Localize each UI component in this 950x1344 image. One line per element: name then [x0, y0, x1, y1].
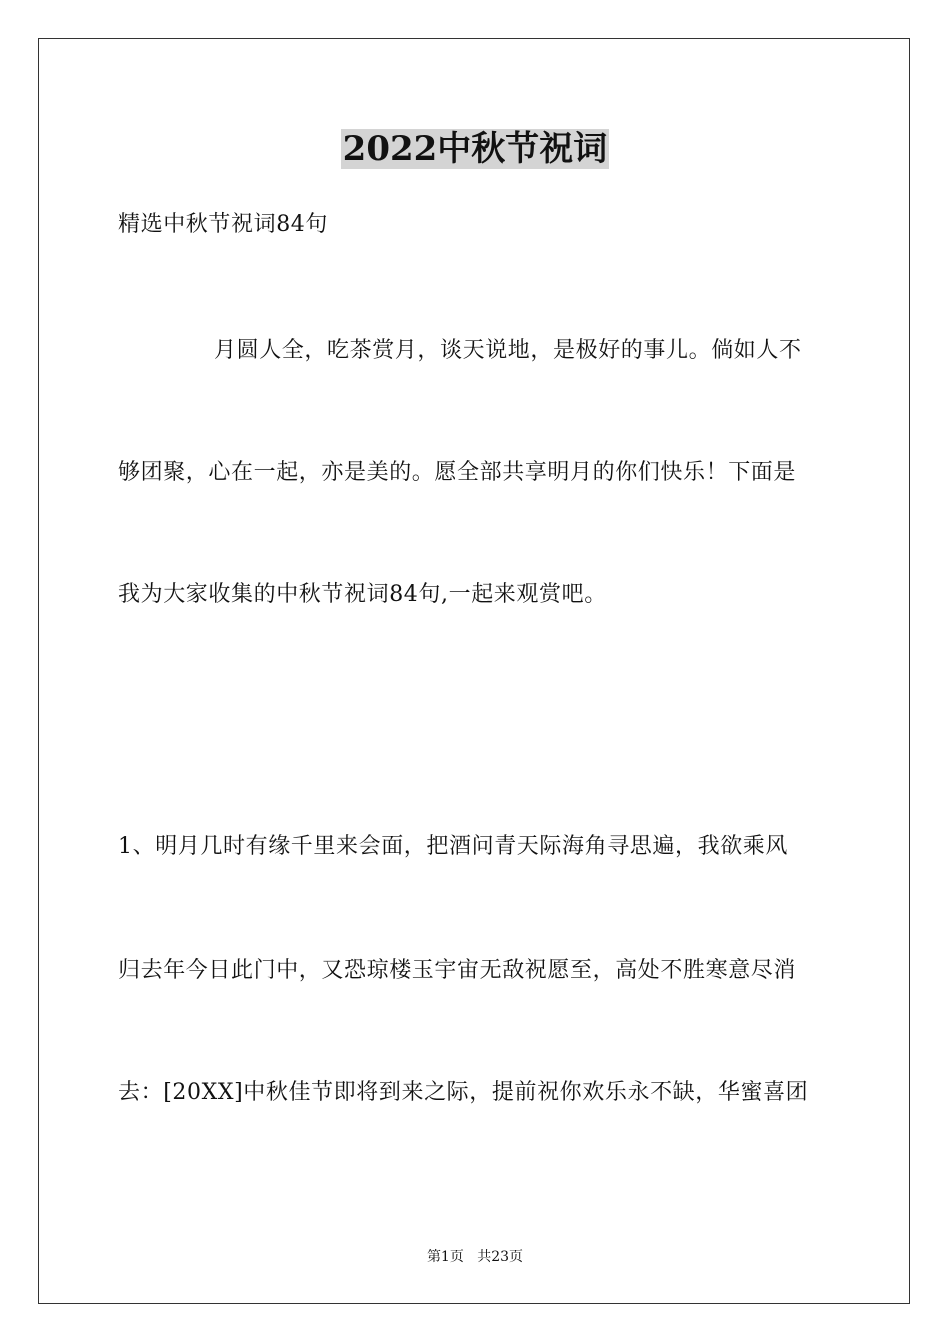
- page-footer: [0, 1248, 950, 1266]
- paragraph-line-3: 我为大家收集的中秋节祝词84句,一起来观赏吧。: [118, 582, 607, 607]
- paragraph-line-1: 月圆人全，吃茶赏月，谈天说地，是极好的事儿。倘如人不: [214, 338, 802, 363]
- document-title-text: 2022中秋节祝词: [342, 129, 608, 169]
- document-title: [0, 128, 950, 170]
- document-subtitle: 精选中秋节祝词84句: [118, 212, 328, 237]
- page-number: 第1页: [426, 1249, 464, 1265]
- paragraph-line-2: 够团聚，心在一起，亦是美的。愿全部共享明月的你们快乐！下面是: [118, 460, 797, 485]
- paragraph-line-5: 归去年今日此门中，又恐琼楼玉宇宙无敌祝愿至，高处不胜寒意尽消: [118, 958, 797, 983]
- page-total: 共23页: [477, 1249, 524, 1265]
- paragraph-line-4: 1、明月几时有缘千里来会面，把酒问青天际海角寻思遍，我欲乘风: [118, 834, 788, 859]
- paragraph-line-6: 去：[20XX]中秋佳节即将到来之际，提前祝你欢乐永不缺，华蜜喜团: [118, 1080, 809, 1105]
